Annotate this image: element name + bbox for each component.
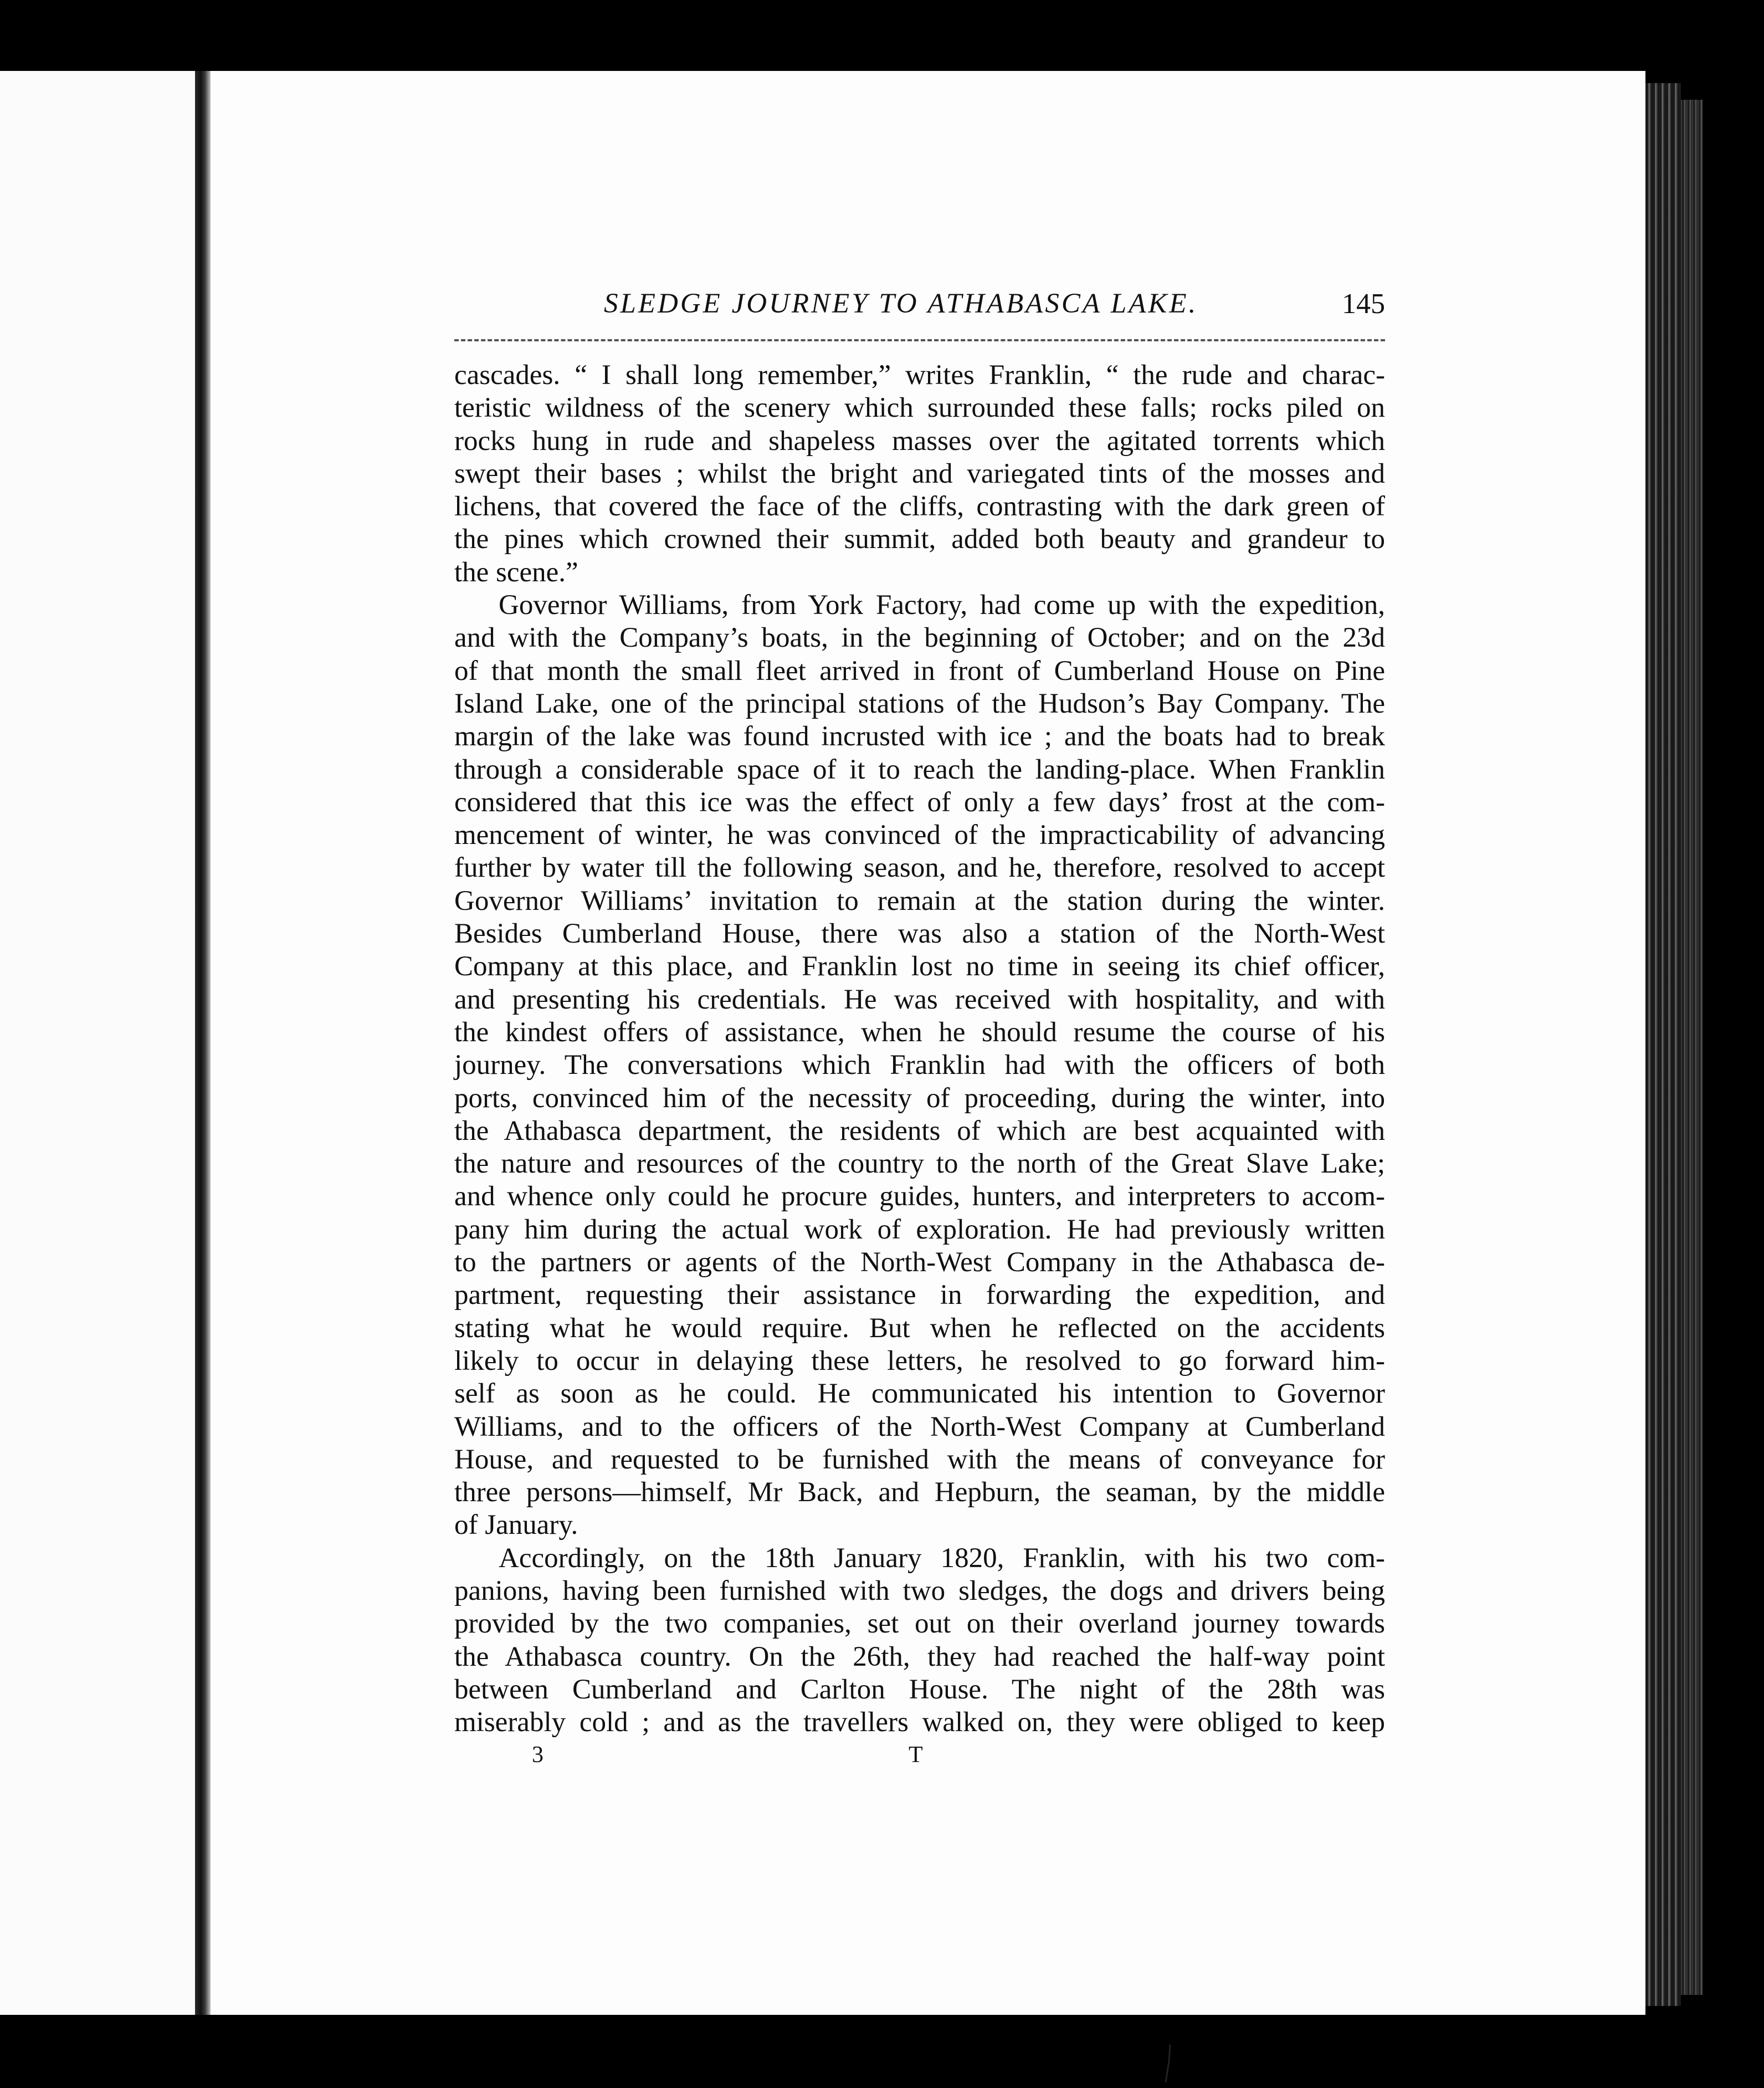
text-line: the scene.” [454, 556, 578, 588]
text-line: pany him during the actual work of exploration. He had previously written [454, 1214, 1385, 1245]
left-page-edge [0, 71, 199, 2015]
text-line: lichens, that covered the face of the cliffs, contrasting with the dark green of [454, 491, 1385, 523]
text-line: Company at this place, and Franklin lost no time in seeing its chief officer, [454, 951, 1385, 982]
text-line: likely to occur in delaying these letters, he resolved to go forward him- [454, 1345, 1385, 1376]
text-line: Besides Cumberland House, there was also a station of the North-West [454, 918, 1385, 950]
text-line: through a considerable space of it to reach the landing-place. When Franklin [454, 754, 1385, 785]
text-line: between Cumberland and Carlton House. The night of the 28th was [454, 1674, 1385, 1705]
text-line: self as soon as he could. He communicated his intention to Governor [454, 1378, 1385, 1410]
text-line: to the partners or agents of the North-West Company in the Athabasca de- [454, 1247, 1385, 1278]
text-line: margin of the lake was found incrusted with ice ; and the boats had to break [454, 721, 1385, 753]
text-line: the pines which crowned their summit, added both beauty and grandeur to [454, 524, 1385, 555]
text-line: further by water till the following season, and he, therefore, resolved to accept [454, 852, 1385, 884]
text-line: and presenting his credentials. He was received with hospitality, and with [454, 984, 1385, 1015]
body-text [454, 359, 1385, 1739]
text-line: journey. The conversations which Franklin had with the officers of both [454, 1050, 1385, 1081]
page-header [454, 279, 1385, 329]
text-line: the kindest offers of assistance, when he should resume the course of his [454, 1016, 1385, 1048]
text-line: House, and requested to be furnished with the means of conveyance for [454, 1444, 1385, 1475]
running-title: SLEDGE JOURNEY TO ATHABASCA LAKE. [604, 288, 1198, 319]
text-line: rocks hung in rude and shapeless masses over the agitated torrents which [454, 425, 1385, 457]
text-line: teristic wildness of the scenery which surrounded these falls; rocks piled on [454, 392, 1385, 424]
text-line: of that month the small fleet arrived in front of Cumberland House on Pine [454, 655, 1385, 687]
text-line: the Athabasca department, the residents of which are best acquainted with [454, 1115, 1385, 1147]
text-line: and whence only could he procure guides, hunters, and interpreters to accom- [454, 1181, 1385, 1212]
book-gutter [195, 71, 212, 2015]
text-line: considered that this ice was the effect of only a few days’ frost at the com- [454, 786, 1385, 818]
text-line: miserably cold ; and as the travellers walked on, they were obliged to keep [454, 1707, 1385, 1738]
text-line: ports, convinced him of the necessity of proceeding, during the winter, into [454, 1082, 1385, 1114]
text-line: three persons—himself, Mr Back, and Hepburn, the seaman, by the middle [454, 1477, 1385, 1508]
volume-signature: 3 [532, 1742, 543, 1768]
text-line: cascades. “ I shall long remember,” writes Franklin, “ the rude and charac- [454, 360, 1385, 391]
text-line: partment, requesting their assistance in forwarding the expedition, and [454, 1280, 1385, 1311]
text-line: Accordingly, on the 18th January 1820, Franklin, with his two com- [499, 1542, 1385, 1574]
page-stack-edge [1645, 83, 1681, 2006]
text-line: Williams, and to the officers of the North-West Company at Cumberland [454, 1411, 1385, 1442]
text-line: panions, having been furnished with two sledges, the dogs and drivers being [454, 1575, 1385, 1606]
text-line: the Athabasca country. On the 26th, they had reached the half-way point [454, 1641, 1385, 1672]
text-line: and with the Company’s boats, in the beginning of October; and on the 23d [454, 622, 1385, 654]
text-line: Governor Williams, from York Factory, had come up with the expedition, [499, 590, 1385, 621]
page-number: 145 [1342, 288, 1385, 320]
text-line: Island Lake, one of the principal stations of the Hudson’s Bay Company. The [454, 688, 1385, 719]
header-rule [454, 339, 1385, 341]
text-line: stating what he would require. But when he reflected on the accidents [454, 1312, 1385, 1344]
text-line: swept their bases ; whilst the bright and variegated tints of the mosses and [454, 458, 1385, 489]
book-cover-edge [1681, 100, 1703, 1995]
text-line: provided by the two companies, set out on their overland journey towards [454, 1608, 1385, 1640]
text-line: the nature and resources of the country to the north of the Great Slave Lake; [454, 1148, 1385, 1180]
sheet-signature: T [909, 1742, 923, 1768]
text-line: Governor Williams’ invitation to remain at the station during the winter. [454, 885, 1385, 917]
page-scratch-mark [1163, 2045, 1175, 2084]
text-line: of January. [454, 1509, 578, 1541]
text-line: mencement of winter, he was convinced of the impracticability of advancing [454, 820, 1385, 851]
